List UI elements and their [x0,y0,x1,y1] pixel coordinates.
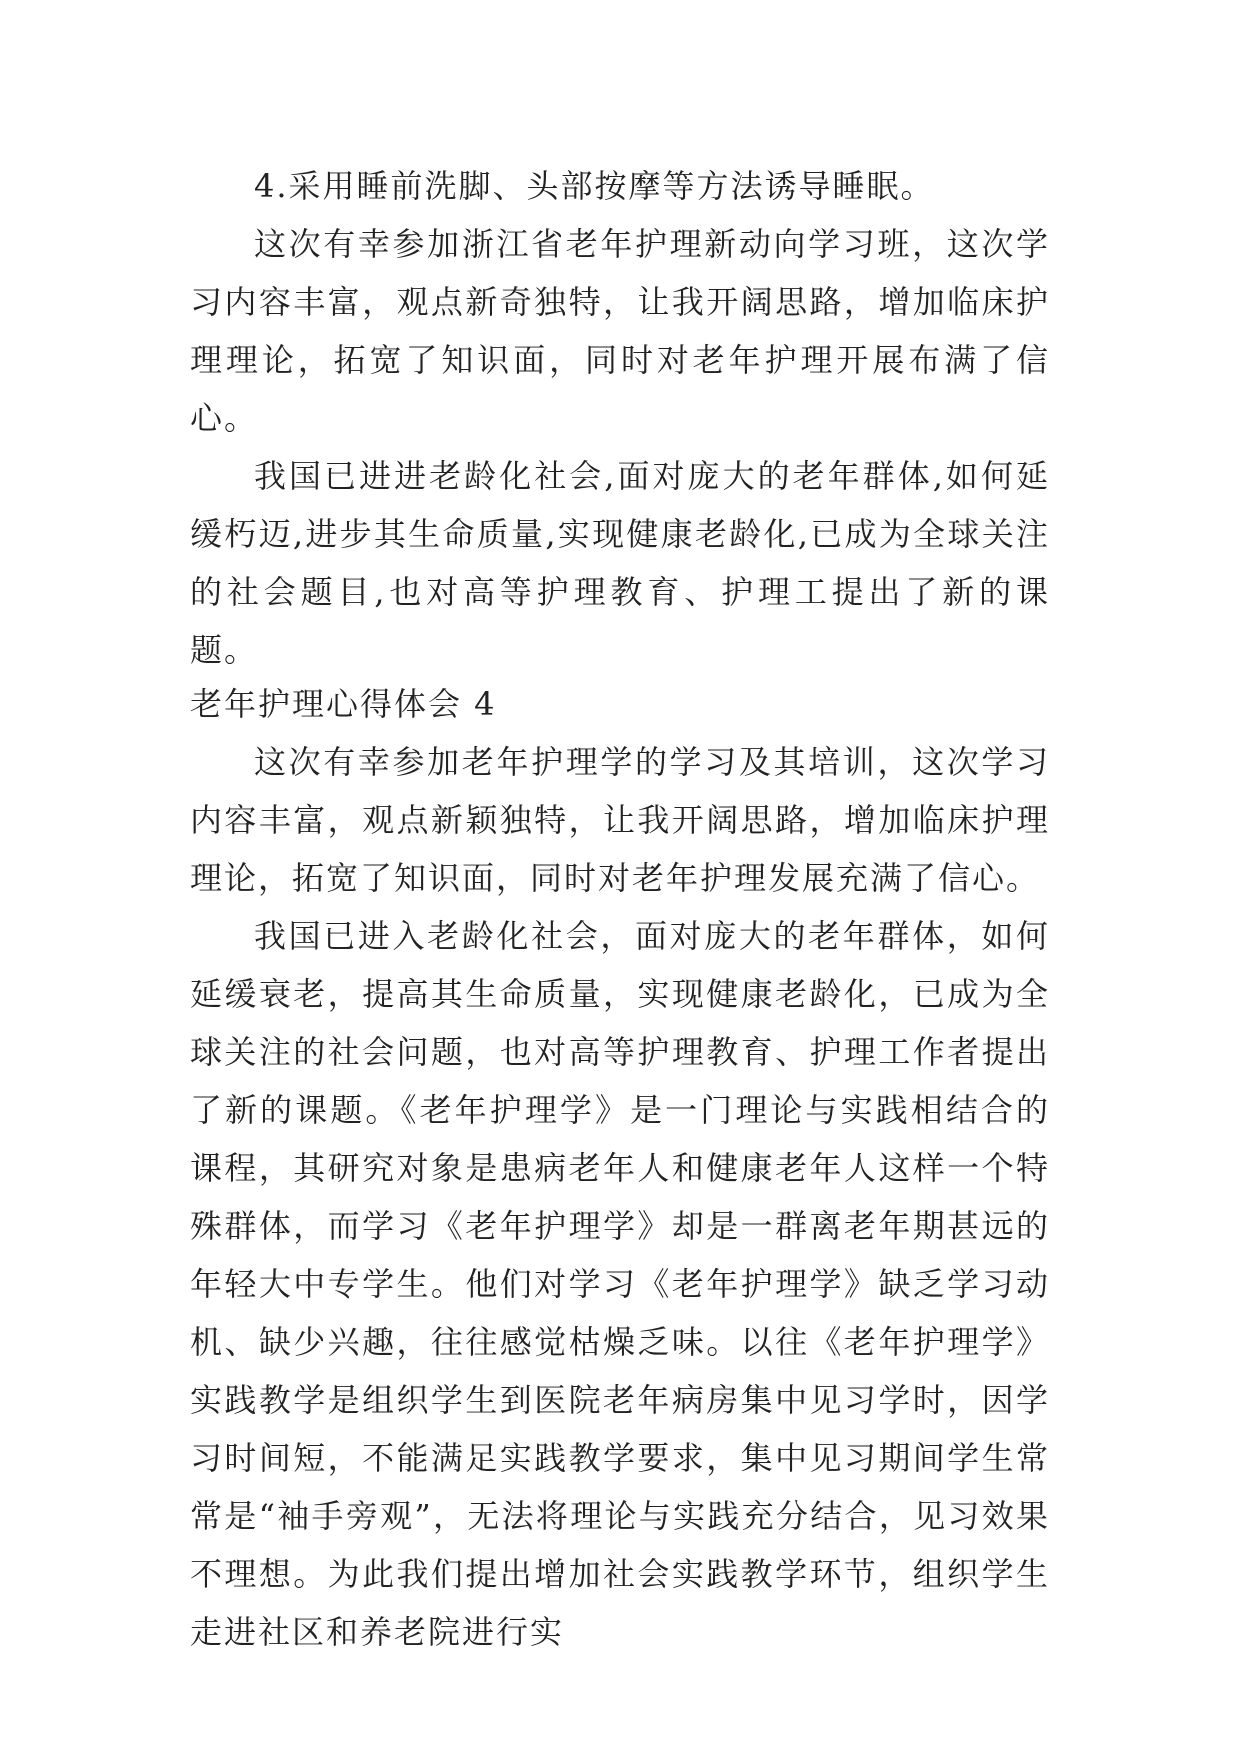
paragraph-aging-education: 我国已进入老龄化社会，面对庞大的老年群体，如何延缓衰老，提高其生命质量，实现健康老龄化，已成为全球关注的社会问题，也对高等护理教育、护理工作者提出了新的课题。《老年护理学》是一门理论与实践相结合的课程，其研究对象是患病老年人和健康老年人这样一个特殊群体，而学习《老年护理学》却是一群离老年期甚远的年轻大中专学生。他们对学习《老年护理学》缺乏学习动机、缺少兴趣，往往感觉枯燥乏味。以往《老年护理学》实践教学是组织学生到医院老年病房集中见习学时，因学习时间短，不能满足实践教学要求，集中见习期间学生常常是“袖手旁观”，无法将理论与实践充分结合，见习效果不理想。为此我们提出增加社会实践教学环节，组织学生走进社区和养老院进行实 [190,917,1050,1651]
previous-section-text [190,157,1050,679]
paragraph-zhejiang-course: 这次有幸参加浙江省老年护理新动向学习班，这次学习内容丰富，观点新奇独特，让我开阔思路，增加临床护理理论，拓宽了知识面，同时对老年护理开展布满了信心。 [190,225,1050,437]
section-heading: 老年护理心得体会 4 [190,685,497,723]
paragraph-aging-society: 我国已进进老龄化社会,面对庞大的老年群体,如何延缓朽迈,进步其生命质量,实现健康老龄化,已成为全球关注的社会题目,也对高等护理教育、护理工提出了新的课题。 [190,457,1050,669]
list-item-sleep-method: 4.采用睡前洗脚、头部按摩等方法诱导睡眠。 [254,167,935,205]
paragraph-training-intro: 这次有幸参加老年护理学的学习及其培训，这次学习内容丰富，观点新颖独特，让我开阔思路，增加临床护理理论，拓宽了知识面，同时对老年护理发展充满了信心。 [190,743,1050,897]
section-4 [190,675,1050,1661]
